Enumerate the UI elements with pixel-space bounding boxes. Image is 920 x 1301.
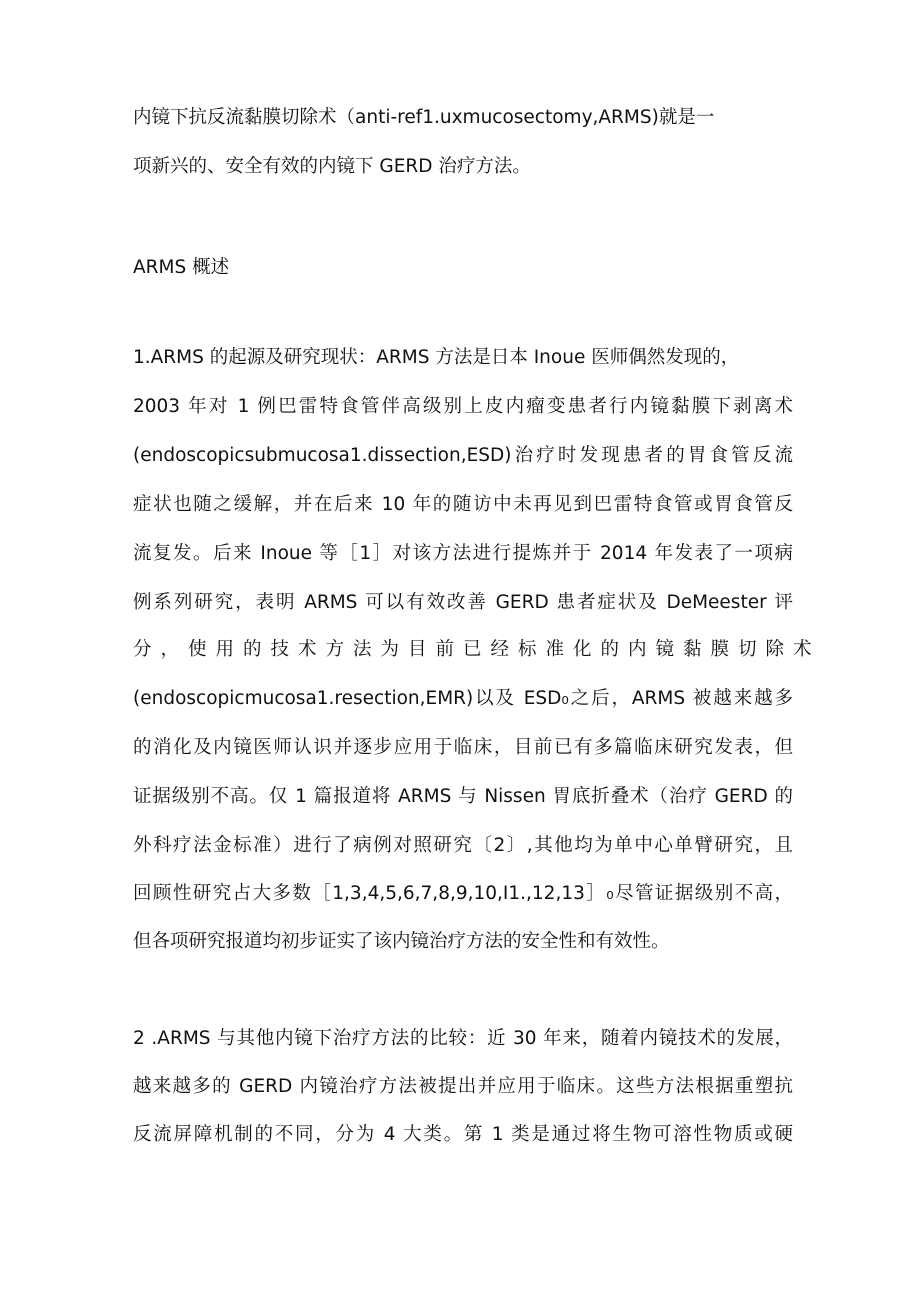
intro-line-1: 内镜下抗反流黏膜切除术（anti-ref1.uxmucosectomy,ARMS)就是一 [133, 107, 715, 128]
paragraph-2-line: 反流屏障机制的不同，分为 4 大类。第 1 类是通过将生物可溶性物质或硬 [133, 1124, 793, 1145]
paragraph-1-line: (endoscopicmucosa1.resection,EMR)以及 ESD₀之后，ARMS 被越来越多 [133, 688, 793, 709]
paragraph-1-line: 的消化及内镜医师认识并逐步应用于临床，目前已有多篇临床研究发表，但 [133, 737, 793, 758]
paragraph-1-line: 分，使用的技术方法为目前已经标准化的内镜黏膜切除术 [133, 639, 821, 660]
section-heading: ARMS 概述 [133, 257, 230, 278]
paragraph-2-line: 2 .ARMS 与其他内镜下治疗方法的比较：近 30 年来，随着内镜技术的发展， [133, 1028, 793, 1049]
paragraph-1-line: 1.ARMS 的起源及研究现状：ARMS 方法是日本 Inoue 医师偶然发现的， [133, 347, 740, 368]
paragraph-2-line: 越来越多的 GERD 内镜治疗方法被提出并应用于临床。这些方法根据重塑抗 [133, 1076, 793, 1097]
paragraph-1-line: 2003 年对 1 例巴雷特食管伴高级别上皮内瘤变患者行内镜黏膜下剥离术 [133, 396, 793, 417]
paragraph-1-line: (endoscopicsubmucosa1.dissection,ESD)治疗时发现患者的胃食管反流 [133, 445, 793, 466]
paragraph-1-line: 证据级别不高。仅 1 篇报道将 ARMS 与 Nissen 胃底折叠术（治疗 GERD 的 [133, 786, 793, 807]
paragraph-1-line: 例系列研究，表明 ARMS 可以有效改善 GERD 患者症状及 DeMeester 评 [133, 592, 793, 613]
paragraph-1-line: 症状也随之缓解，并在后来 10 年的随访中未再见到巴雷特食管或胃食管反 [133, 494, 793, 515]
paragraph-1-line: 流复发。后来 Inoue 等［1］对该方法进行提炼并于 2014 年发表了一项病 [133, 543, 793, 564]
paragraph-1-line: 回顾性研究占大多数［1,3,4,5,6,7,8,9,10,I1.,12,13］₀尽管证据级别不高， [133, 883, 793, 904]
intro-line-2: 项新兴的、安全有效的内镜下 GERD 治疗方法。 [133, 156, 531, 177]
paragraph-1-line: 但各项研究报道均初步证实了该内镜治疗方法的安全性和有效性。 [133, 931, 670, 952]
paragraph-1-line: 外科疗法金标准）进行了病例对照研究〔2〕,其他均为单中心单臂研究，且 [133, 835, 793, 856]
